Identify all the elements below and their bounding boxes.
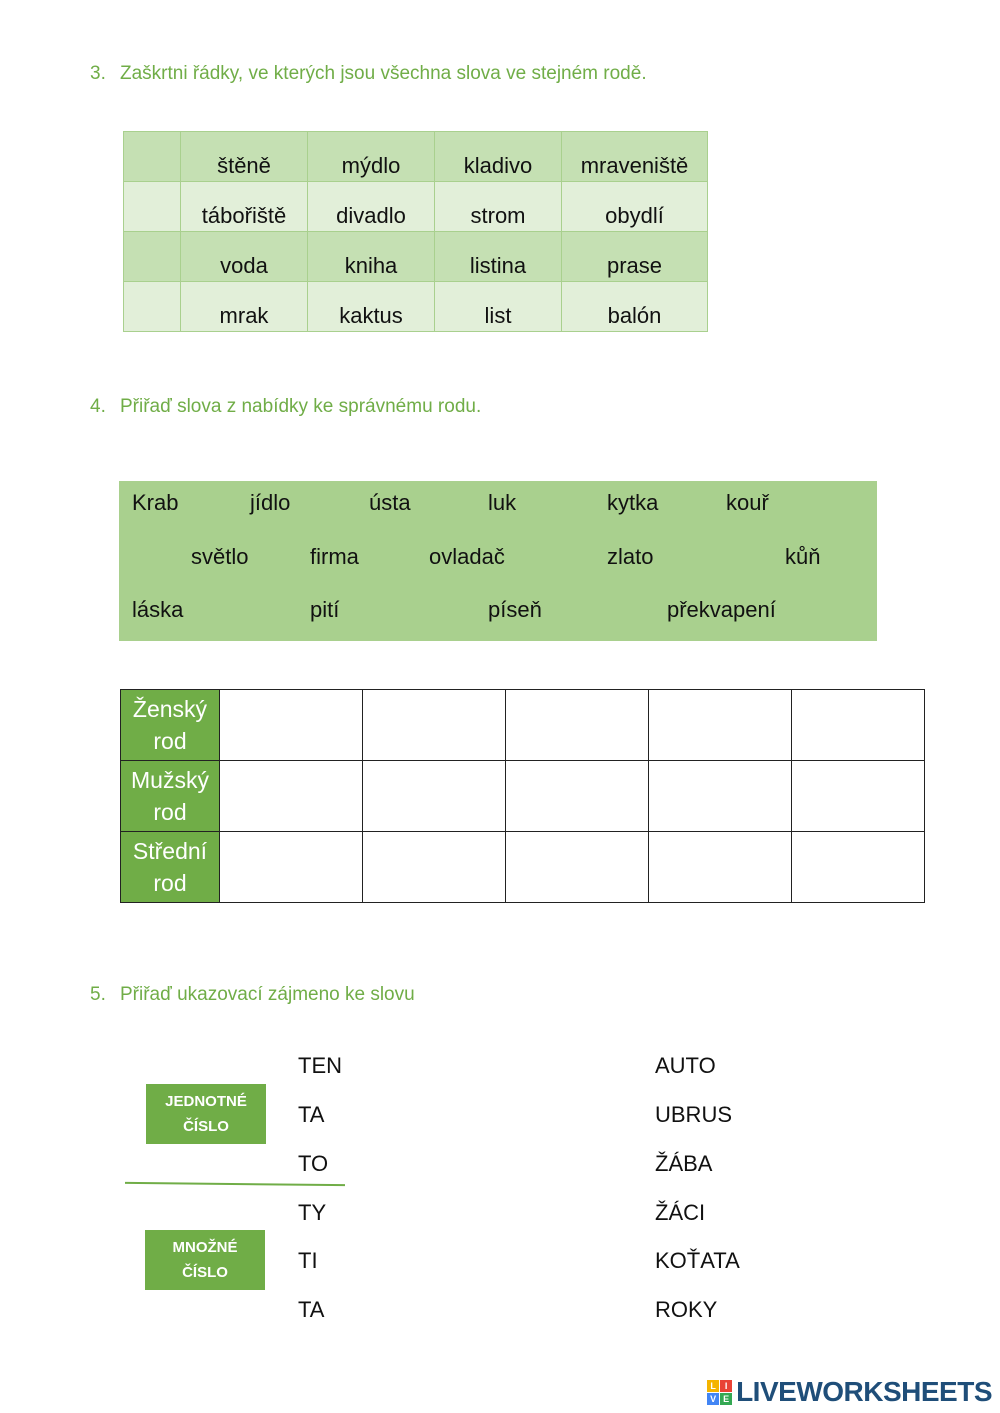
pronoun-item[interactable]: TI	[298, 1248, 318, 1273]
word-cell: obydlí	[562, 182, 708, 232]
plural-badge	[145, 1230, 265, 1290]
badge-line: JEDNOTNÉ	[165, 1093, 247, 1110]
logo-letter: L	[707, 1380, 719, 1392]
task3-number: 3.	[90, 63, 106, 84]
gender-table	[120, 689, 925, 903]
noun-item[interactable]: ŽÁBA	[655, 1151, 713, 1176]
word-cell: mraveniště	[562, 132, 708, 182]
group-divider	[125, 1182, 345, 1186]
task5-number: 5.	[90, 984, 106, 1005]
pronoun-item[interactable]: TY	[298, 1200, 327, 1225]
table-row	[124, 182, 708, 232]
drop-slot[interactable]	[363, 690, 506, 761]
bank-word[interactable]: Krab	[132, 490, 179, 515]
task3-table	[123, 131, 708, 332]
drop-slot[interactable]	[220, 761, 363, 832]
task4-number: 4.	[90, 396, 106, 417]
noun-item[interactable]: AUTO	[655, 1053, 716, 1078]
word-cell: štěně	[181, 132, 308, 182]
task5-instruction: Přiřaď ukazovací zájmeno ke slovu	[120, 984, 415, 1005]
word-cell: strom	[435, 182, 562, 232]
logo-mark-icon	[707, 1380, 732, 1405]
word-cell: mýdlo	[308, 132, 435, 182]
pronoun-item[interactable]: TEN	[298, 1053, 342, 1078]
badge-line: ČÍSLO	[182, 1264, 228, 1281]
gender-label	[121, 761, 220, 832]
noun-item[interactable]: ŽÁCI	[655, 1200, 706, 1225]
drop-slot[interactable]	[220, 690, 363, 761]
bank-word[interactable]: firma	[310, 544, 359, 569]
bank-word[interactable]: luk	[488, 490, 517, 515]
drop-slot[interactable]	[649, 690, 792, 761]
drop-slot[interactable]	[792, 832, 925, 903]
task3-instruction: Zaškrtni řádky, ve kterých jsou všechna slova ve stejném rodě.	[120, 63, 647, 84]
word-cell: kniha	[308, 232, 435, 282]
bank-word[interactable]: jídlo	[250, 490, 291, 515]
drop-slot[interactable]	[506, 761, 649, 832]
gender-label	[121, 832, 220, 903]
pronoun-item[interactable]: TA	[298, 1297, 325, 1322]
gender-label-line: rod	[153, 870, 187, 896]
bank-word[interactable]: světlo	[191, 544, 249, 569]
bank-word[interactable]: ovladač	[429, 544, 505, 569]
drop-slot[interactable]	[792, 761, 925, 832]
bank-word[interactable]: kytka	[607, 490, 659, 515]
row-checkbox[interactable]	[124, 182, 181, 232]
row-checkbox[interactable]	[124, 232, 181, 282]
row-checkbox[interactable]	[124, 132, 181, 182]
table-row	[124, 232, 708, 282]
word-cell: list	[435, 282, 562, 332]
drop-slot[interactable]	[363, 761, 506, 832]
drop-slot[interactable]	[506, 832, 649, 903]
word-cell: kladivo	[435, 132, 562, 182]
logo-letter: I	[720, 1380, 732, 1392]
bank-word[interactable]: ústa	[369, 490, 411, 515]
table-row	[121, 761, 925, 832]
task3-heading	[90, 63, 647, 85]
bank-word[interactable]: překvapení	[667, 597, 776, 622]
gender-label-line: Mužský	[131, 767, 209, 793]
bank-word[interactable]: pití	[310, 597, 340, 622]
pronoun-item[interactable]: TO	[298, 1151, 329, 1176]
bank-word[interactable]: láska	[132, 597, 184, 622]
word-cell: prase	[562, 232, 708, 282]
word-cell: tábořiště	[181, 182, 308, 232]
drop-slot[interactable]	[649, 761, 792, 832]
table-row	[121, 690, 925, 761]
task4-heading	[90, 396, 481, 418]
gender-label	[121, 690, 220, 761]
drop-slot[interactable]	[649, 832, 792, 903]
liveworksheets-logo	[707, 1376, 992, 1408]
singular-badge	[146, 1084, 266, 1144]
gender-label-line: Střední	[132, 838, 208, 864]
table-row	[124, 132, 708, 182]
noun-item[interactable]: ROKY	[655, 1297, 718, 1322]
drop-slot[interactable]	[220, 832, 363, 903]
gender-label-line: Ženský	[132, 696, 208, 722]
bank-word[interactable]: zlato	[607, 544, 654, 569]
logo-letter: V	[707, 1393, 719, 1405]
row-checkbox[interactable]	[124, 282, 181, 332]
word-cell: balón	[562, 282, 708, 332]
bank-word[interactable]: kůň	[785, 544, 821, 569]
bank-word[interactable]: píseň	[488, 597, 542, 622]
word-cell: divadlo	[308, 182, 435, 232]
gender-label-line: rod	[153, 799, 187, 825]
table-row	[121, 832, 925, 903]
word-cell: listina	[435, 232, 562, 282]
badge-line: ČÍSLO	[183, 1118, 229, 1135]
badge-line: MNOŽNÉ	[172, 1239, 238, 1256]
logo-letter: E	[720, 1393, 732, 1405]
word-cell: voda	[181, 232, 308, 282]
pronoun-item[interactable]: TA	[298, 1102, 325, 1127]
noun-item[interactable]: UBRUS	[655, 1102, 733, 1127]
word-cell: kaktus	[308, 282, 435, 332]
noun-item[interactable]: KOŤATA	[655, 1248, 740, 1273]
task5-heading	[90, 984, 415, 1006]
logo-text: LIVEWORKSHEETS	[736, 1376, 992, 1407]
drop-slot[interactable]	[792, 690, 925, 761]
task4-instruction: Přiřaď slova z nabídky ke správnému rodu.	[120, 396, 482, 417]
word-cell: mrak	[181, 282, 308, 332]
drop-slot[interactable]	[363, 832, 506, 903]
drop-slot[interactable]	[506, 690, 649, 761]
gender-label-line: rod	[153, 728, 187, 754]
table-row	[124, 282, 708, 332]
word-bank	[119, 481, 877, 641]
bank-word[interactable]: kouř	[726, 490, 769, 515]
